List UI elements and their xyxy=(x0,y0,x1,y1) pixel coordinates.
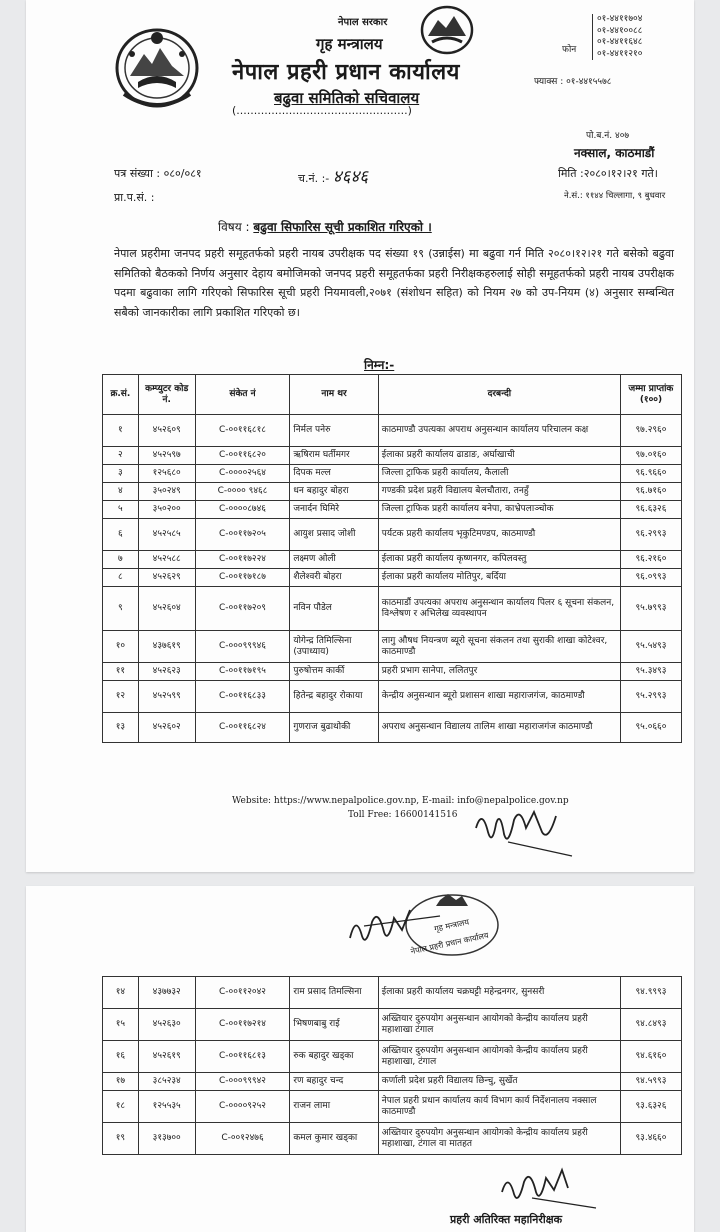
cell-name: रुक बहादुर खड्का xyxy=(290,1041,378,1073)
cell-post: ईलाका प्रहरी कार्यालय ढाडाङ, अर्घाखाची xyxy=(378,447,620,465)
cell-post: जिल्ला ट्राफिक प्रहरी कार्यालय, कैलाली xyxy=(378,465,620,483)
nepal-sambat-date: ने.सं.: ११४४ चिल्लागा, ९ बुधवार xyxy=(564,191,666,201)
cell-sn: १५ xyxy=(103,1009,139,1041)
cell-symbol: C-००००८७४६ xyxy=(195,501,290,519)
stamp-text-line2: नेपाल प्रहरी प्रधान कार्यालय xyxy=(409,930,490,957)
table-header-row xyxy=(103,375,682,415)
header-name: नाम थर xyxy=(290,375,378,415)
list-heading: निम्न:- xyxy=(364,358,395,372)
cell-code: ३५०२४९ xyxy=(138,483,195,501)
signature-icon xyxy=(496,1162,606,1212)
cell-name: धन बहादुर बोहरा xyxy=(290,483,378,501)
cell-symbol: C-००११७१९५ xyxy=(195,663,290,681)
cell-code: ४५२५८५ xyxy=(138,519,195,551)
table-row xyxy=(103,663,682,681)
cell-code: ४५२६०४ xyxy=(138,587,195,631)
cell-symbol: C-०००० ९४६८ xyxy=(195,483,290,501)
cell-marks: ९३.६३२६ xyxy=(620,1091,681,1123)
cell-symbol: C-००११६८२० xyxy=(195,447,290,465)
cell-post: ईलाका प्रहरी कार्यालय कृष्णनगर, कपिलवस्तु xyxy=(378,551,620,569)
cell-name: भिषणबाबु राई xyxy=(290,1009,378,1041)
cell-sn: १ xyxy=(103,415,139,447)
table-row xyxy=(103,465,682,483)
cell-marks: ९५.०६६० xyxy=(620,713,681,743)
cell-sn: १४ xyxy=(103,977,139,1009)
cell-name: शैलेश्वरी बोहरा xyxy=(290,569,378,587)
secretariat-name: बढुवा समितिको सचिवालय xyxy=(274,89,420,107)
document-page-1 xyxy=(26,0,694,872)
cell-marks: ९६.९६६० xyxy=(620,465,681,483)
cell-name: गुणराज बुढाथोकी xyxy=(290,713,378,743)
cell-symbol: C-०००९९९४६ xyxy=(195,631,290,663)
phone-number: ०१-४४१००८८ xyxy=(597,25,643,36)
table-body-1 xyxy=(103,415,682,743)
cell-code: ४५२६०२ xyxy=(138,713,195,743)
stamp-text-line1: गृह मन्त्रालय xyxy=(433,917,470,934)
cell-post: लागु औषध नियन्त्रण ब्यूरो सूचना संकलन तथा सुराकी शाखा कोटेश्वर, काठमाण्डौ xyxy=(378,631,620,663)
cell-marks: ९३.४६६० xyxy=(620,1123,681,1155)
cell-marks: ९५.५४९३ xyxy=(620,631,681,663)
table-row xyxy=(103,447,682,465)
cell-name: लक्ष्मण ओली xyxy=(290,551,378,569)
cell-code: ४५२६०९ xyxy=(138,415,195,447)
signatory-title: प्रहरी अतिरिक्त महानिरीक्षक xyxy=(450,1213,563,1226)
cell-name: योगेन्द्र तिमिल्सिना (उपाध्याय) xyxy=(290,631,378,663)
cell-code: ४३७६१९ xyxy=(138,631,195,663)
cell-sn: ३ xyxy=(103,465,139,483)
table-row xyxy=(103,1041,682,1073)
cell-marks: ९४.८४९३ xyxy=(620,1009,681,1041)
table-row xyxy=(103,587,682,631)
table-row xyxy=(103,1073,682,1091)
cell-symbol: C-०००९९९४२ xyxy=(195,1073,290,1091)
header-marks: जम्मा प्राप्तांक (१००) xyxy=(620,375,681,415)
nepal-emblem-icon xyxy=(112,24,202,110)
government-line: नेपाल सरकार xyxy=(338,17,388,28)
cell-marks: ९४.९९९३ xyxy=(620,977,681,1009)
header-code: कम्प्युटर कोड नं. xyxy=(138,375,195,415)
cell-symbol: C-००११६८३३ xyxy=(195,681,290,713)
table-row xyxy=(103,551,682,569)
phone-numbers xyxy=(592,14,642,60)
phone-number: ०१-४४११२१० xyxy=(597,48,643,59)
cell-post: काठमाण्डौ उपत्यका अपराध अनुसन्धान कार्यालय परिचालन कक्ष xyxy=(378,415,620,447)
dispatch-value: ४६४६ xyxy=(332,167,369,187)
phone-label: फोन xyxy=(562,45,577,55)
table-row xyxy=(103,681,682,713)
header-sn: क्र.सं. xyxy=(103,375,139,415)
cell-sn: २ xyxy=(103,447,139,465)
table-row xyxy=(103,1009,682,1041)
cell-sn: १७ xyxy=(103,1073,139,1091)
po-box: पो.ब.नं. ४०७ xyxy=(586,131,630,141)
ministry-name: गृह मन्त्रालय xyxy=(316,35,383,53)
cell-marks: ९७.०१६० xyxy=(620,447,681,465)
cell-code: ३५०२०० xyxy=(138,501,195,519)
signature-icon xyxy=(344,898,454,954)
cell-code: ४५२६३० xyxy=(138,1009,195,1041)
cell-symbol: C-००११६८२४ xyxy=(195,713,290,743)
table-row xyxy=(103,977,682,1009)
cell-post: काठमाडौं उपत्यका अपराध अनुसन्धान कार्यालय पिलर ६ सूचना संकलन, विश्लेषण र अभिलेख व्यवस्थापन xyxy=(378,587,620,631)
footer-toll-free: Toll Free: 16600141516 xyxy=(348,810,458,820)
body-paragraph: नेपाल प्रहरीमा जनपद प्रहरी समूहतर्फको प्रहरी नायब उपरीक्षक पद संख्या १९ (उन्नाईस) मा बढुवा गर्न मिति २०८०।१२।२१ गते बसेको बढुवा समितिको बैठकको निर्णय अनुसार देहाय बमोजिमको जनपद प्रहरी समूहतर्फका प्रहरी निरीक्षकहरुलाई सोही समूहतर्फको प्रहरी नायब उपरीक्षक पदमा बढुवाका लागि गरिएको सिफारिस सूची प्रहरी नियमावली,२०७१ (संशोधन सहित) को नियम २७ को उप-नियम (४) अनुसार सम्बन्धित सबैको जानकारीका लागि प्रकाशित गरिएको छ। xyxy=(114,247,674,319)
cell-post: नेपाल प्रहरी प्रधान कार्यालय कार्य विभाग कार्य निर्देशनालय नक्साल काठमाण्डौ xyxy=(378,1091,620,1123)
phone-number: ०१-४४११६४८ xyxy=(597,37,643,47)
cell-symbol: C-००११७२२४ xyxy=(195,551,290,569)
cell-marks: ९६.६३२६ xyxy=(620,501,681,519)
table-row xyxy=(103,713,682,743)
cell-symbol: C-००११६८१८ xyxy=(195,415,290,447)
cell-sn: ९ xyxy=(103,587,139,631)
emblem-small-icon xyxy=(418,4,476,56)
cell-post: गण्डकी प्रदेश प्रहरी विद्यालय बेलचौतारा, तनहुँ xyxy=(378,483,620,501)
reference-number: प्रा.प.सं. : xyxy=(114,191,155,204)
cell-code: ३८५२३४ xyxy=(138,1073,195,1091)
cell-post: अख्तियार दुरुपयोग अनुसन्धान आयोगको केन्द्रीय कार्यालय प्रहरी महाशाखा टंगाल xyxy=(378,1009,620,1041)
cell-sn: ५ xyxy=(103,501,139,519)
subject-line xyxy=(218,218,432,235)
cell-marks: ९४.५९९३ xyxy=(620,1073,681,1091)
cell-post: अख्तियार दुरुपयोग अनुसन्धान आयोगको केन्द्रीय कार्यालय प्रहरी महाशाखा, टंगाल xyxy=(378,1041,620,1073)
cell-sn: ४ xyxy=(103,483,139,501)
signature-icon xyxy=(468,798,588,860)
cell-name: जनार्दन घिमिरे xyxy=(290,501,378,519)
cell-name: रण बहादुर चन्द xyxy=(290,1073,378,1091)
cell-post: अपराध अनुसन्धान विद्यालय तालिम शाखा महाराजगंज काठमाण्डौ xyxy=(378,713,620,743)
cell-sn: १८ xyxy=(103,1091,139,1123)
footer-website: Website: https://www.nepalpolice.gov.np, E-mail: info@nepalpolice.gov.np xyxy=(232,796,569,806)
cell-symbol: C-००११२०४२ xyxy=(195,977,290,1009)
cell-marks: ९५.२९९३ xyxy=(620,681,681,713)
cell-symbol: C-००११७२०५ xyxy=(195,519,290,551)
cell-sn: ७ xyxy=(103,551,139,569)
cell-code: ४५२६२३ xyxy=(138,663,195,681)
cell-marks: ९५.३४९३ xyxy=(620,663,681,681)
phone-number: ०१-४४११७०४ xyxy=(597,14,643,24)
cell-code: १२५५३५ xyxy=(138,1091,195,1123)
recommendation-table-1 xyxy=(102,374,682,743)
table-row xyxy=(103,519,682,551)
cell-name: दिपक मल्ल xyxy=(290,465,378,483)
cell-code: ३१३७०० xyxy=(138,1123,195,1155)
cell-sn: १६ xyxy=(103,1041,139,1073)
cell-sn: १० xyxy=(103,631,139,663)
cell-sn: १३ xyxy=(103,713,139,743)
table-row xyxy=(103,1123,682,1155)
cell-code: ४५२६२९ xyxy=(138,569,195,587)
subject-label: विषय : xyxy=(218,220,250,234)
dispatch-label: च.नं. :- xyxy=(298,172,330,185)
cell-sn: ६ xyxy=(103,519,139,551)
table-row xyxy=(103,501,682,519)
cell-name: ऋषिराम घर्तीमगर xyxy=(290,447,378,465)
table-row xyxy=(103,569,682,587)
letter-date: मिति :२०८०।१२।२१ गते। xyxy=(558,167,658,180)
cell-sn: ८ xyxy=(103,569,139,587)
cell-name: राम प्रसाद तिमल्सिना xyxy=(290,977,378,1009)
table-body-2 xyxy=(103,977,682,1155)
subject-text: बढुवा सिफारिस सूची प्रकाशित गरिएको । xyxy=(253,220,432,234)
cell-symbol: C-००००९२५२ xyxy=(195,1091,290,1123)
cell-name: निर्मल पनेरु xyxy=(290,415,378,447)
header-post: दरबन्दी xyxy=(378,375,620,415)
cell-code: ४३७७३२ xyxy=(138,977,195,1009)
cell-marks: ९६.२९९३ xyxy=(620,519,681,551)
cell-name: नविन पौडेल xyxy=(290,587,378,631)
recommendation-table-2 xyxy=(102,976,682,1155)
table-row xyxy=(103,483,682,501)
cell-symbol: C-००००२५६४ xyxy=(195,465,290,483)
cell-sn: १२ xyxy=(103,681,139,713)
cell-code: १२५६८० xyxy=(138,465,195,483)
cell-symbol: C-००१२४७६ xyxy=(195,1123,290,1155)
cell-symbol: C-००११७२१४ xyxy=(195,1009,290,1041)
table-row xyxy=(103,415,682,447)
dispatch-number xyxy=(298,164,368,187)
cell-symbol: C-००११७२०९ xyxy=(195,587,290,631)
blank-line: (.................................................) xyxy=(232,104,412,117)
cell-sn: ११ xyxy=(103,663,139,681)
cell-post: ईलाका प्रहरी कार्यालय चक्रघट्टी महेन्द्रनगर, सुनसरी xyxy=(378,977,620,1009)
letter-number: पत्र संख्या : ०८०/०८१ xyxy=(114,167,202,180)
cell-name: कमल कुमार खड्का xyxy=(290,1123,378,1155)
cell-code: ४५२५८८ xyxy=(138,551,195,569)
cell-post: ईलाका प्रहरी कार्यालय मोतिपुर, बर्दिया xyxy=(378,569,620,587)
cell-post: जिल्ला ट्राफिक प्रहरी कार्यालय बनेपा, काभ्रेपलाञ्चोक xyxy=(378,501,620,519)
cell-sn: १९ xyxy=(103,1123,139,1155)
cell-marks: ९५.७९९३ xyxy=(620,587,681,631)
fax-number: फ्याक्स : ०१-४४१५५७८ xyxy=(534,77,612,87)
cell-post: कर्णाली प्रदेश प्रहरी विद्यालय छिन्चु, सुर्खेत xyxy=(378,1073,620,1091)
address: नक्साल, काठमाडौं xyxy=(574,146,655,160)
cell-marks: ९६.७१६० xyxy=(620,483,681,501)
cell-name: हितेन्द्र बहादुर रोकाया xyxy=(290,681,378,713)
document-page-2 xyxy=(26,886,694,1232)
cell-marks: ९६.०९९३ xyxy=(620,569,681,587)
table-row xyxy=(103,1091,682,1123)
cell-marks: ९७.२९६० xyxy=(620,415,681,447)
cell-name: पुरुषोत्तम कार्की xyxy=(290,663,378,681)
office-title: नेपाल प्रहरी प्रधान कार्यालय xyxy=(232,60,460,85)
cell-post: केन्द्रीय अनुसन्धान ब्यूरो प्रशासन शाखा महाराजगंज, काठमाण्डौ xyxy=(378,681,620,713)
cell-code: ४५२६१९ xyxy=(138,1041,195,1073)
cell-post: पर्यटक प्रहरी कार्यालय भृकुटिमण्डप, काठमाण्डौ xyxy=(378,519,620,551)
cell-code: ४५२५९७ xyxy=(138,447,195,465)
header-symbol: संकेत नं xyxy=(195,375,290,415)
cell-symbol: C-००११६८१३ xyxy=(195,1041,290,1073)
cell-name: आयुश प्रसाद जोशी xyxy=(290,519,378,551)
cell-marks: ९६.२१६० xyxy=(620,551,681,569)
table-row xyxy=(103,631,682,663)
cell-symbol: C-००११७१८७ xyxy=(195,569,290,587)
cell-name: राजन लामा xyxy=(290,1091,378,1123)
cell-post: अख्तियार दुरुपयोग अनुसन्धान आयोगको केन्द्रीय कार्यालय प्रहरी महाशाखा, टंगाल वा मातहत xyxy=(378,1123,620,1155)
cell-post: प्रहरी प्रभाग सानेपा, ललितपुर xyxy=(378,663,620,681)
cell-marks: ९४.६१६० xyxy=(620,1041,681,1073)
cell-code: ४५२५९९ xyxy=(138,681,195,713)
